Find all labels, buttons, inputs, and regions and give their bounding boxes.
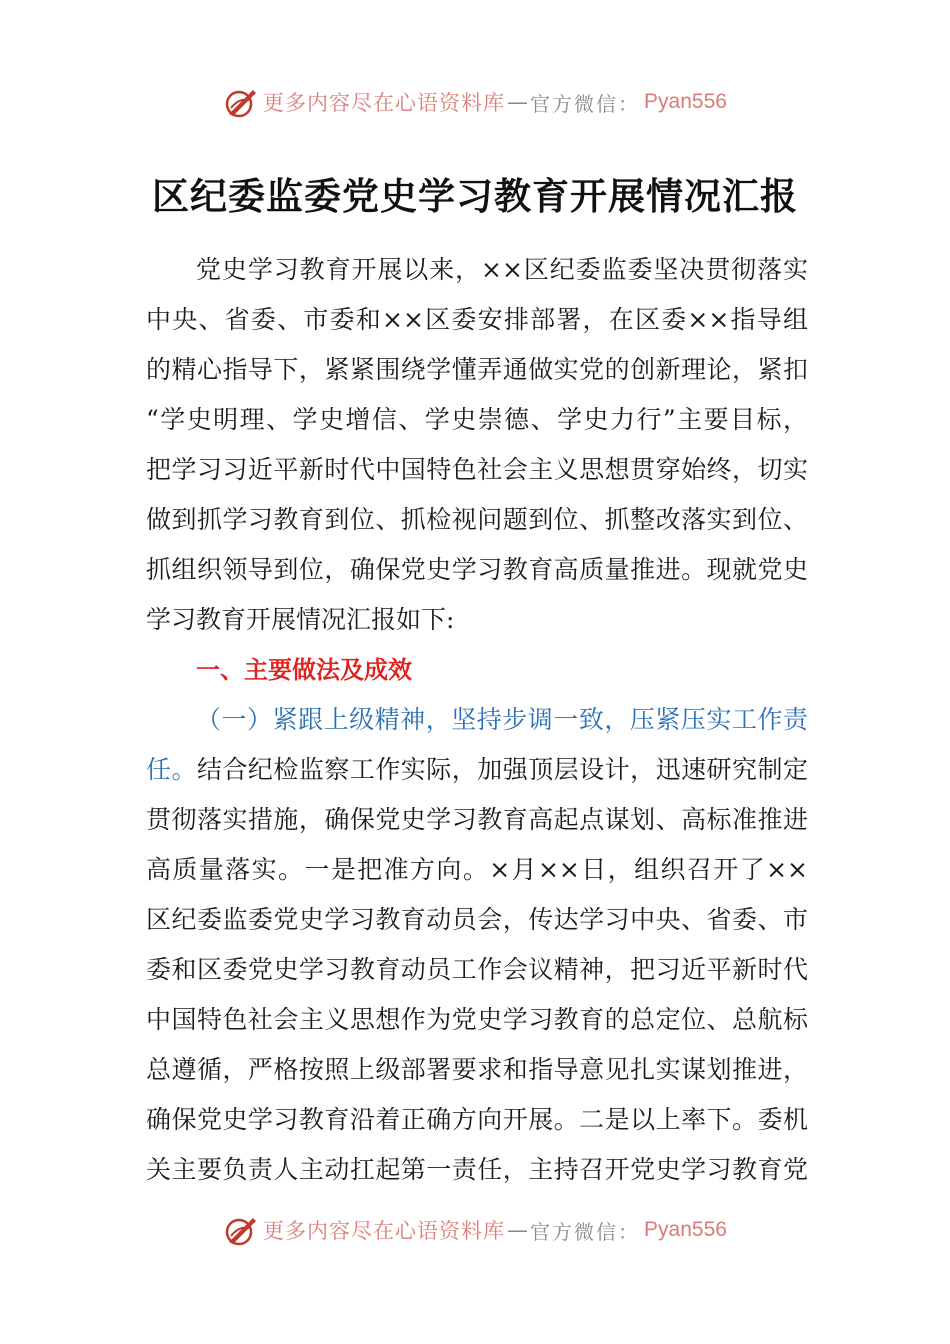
paragraph-line: 委和区委党史学习教育动员工作会议精神，把习近平新时代 [146, 955, 808, 984]
paragraph-line: 关主要负责人主动扛起第一责任，主持召开党史学习教育党 [146, 1155, 808, 1184]
banner-wechat-label: 官方微信： [530, 91, 641, 116]
paragraph-line: 高质量落实。一是把准方向。×月××日，组织召开了×× [146, 855, 808, 884]
paragraph-line: 总遵循，严格按照上级部署要求和指导意见扎实谋划推进， [146, 1055, 808, 1084]
subsection-heading-end: 任。 [146, 755, 197, 784]
banner-wechat-id: Pyan556 [644, 90, 727, 113]
pen-logo-icon [223, 84, 259, 120]
banner-dash: — [507, 90, 529, 114]
banner-wechat-id: Pyan556 [644, 1218, 727, 1241]
paragraph-line: 做到抓学习教育到位、抓检视问题到位、抓整改落实到位、 [146, 505, 808, 534]
paragraph-line: 中国特色社会主义思想作为党史学习教育的总定位、总航标 [146, 1005, 808, 1034]
footer-banner [0, 1208, 950, 1252]
banner-site-text: 更多内容尽在心语资料库 [263, 1219, 506, 1243]
paragraph-line: 把学习习近平新时代中国特色社会主义思想贯穿始终，切实 [146, 455, 808, 484]
paragraph-line: 确保党史学习教育沿着正确方向开展。二是以上率下。委机 [146, 1105, 808, 1134]
paragraph-line [146, 745, 808, 795]
paragraph-line: 党史学习教育开展以来，××区纪委监委坚决贯彻落实 [196, 255, 808, 284]
paragraph-line: 区纪委监委党史学习教育动员会，传达学习中央、省委、市 [146, 905, 808, 934]
section-heading: 一、主要做法及成效 [196, 656, 412, 684]
paragraph-text: 结合纪检监察工作实际，加强顶层设计，迅速研究制定 [196, 755, 808, 784]
pen-logo-icon [223, 1212, 259, 1248]
paragraph-line: 学习教育开展情况汇报如下: [146, 605, 455, 634]
document-title: 区纪委监委党史学习教育开展情况汇报 [152, 174, 798, 218]
banner-wechat-label: 官方微信： [530, 1219, 641, 1244]
paragraph-line: 贯彻落实措施，确保党史学习教育高起点谋划、高标准推进 [146, 805, 808, 834]
paragraph-line: 的精心指导下，紧紧围绕学懂弄通做实党的创新理论，紧扣 [146, 355, 808, 384]
subsection-heading: （一）紧跟上级精神，坚持步调一致，压紧压实工作责 [196, 705, 808, 734]
paragraph-line: 中央、省委、市委和××区委安排部署，在区委××指导组 [146, 305, 808, 334]
paragraph-line: “学史明理、学史增信、学史崇德、学史力行”主要目标， [146, 405, 808, 434]
banner-site-text: 更多内容尽在心语资料库 [263, 91, 506, 115]
banner-dash: — [507, 1218, 529, 1242]
header-banner [0, 80, 950, 124]
paragraph-line: 抓组织领导到位，确保党史学习教育高质量推进。现就党史 [146, 555, 808, 584]
